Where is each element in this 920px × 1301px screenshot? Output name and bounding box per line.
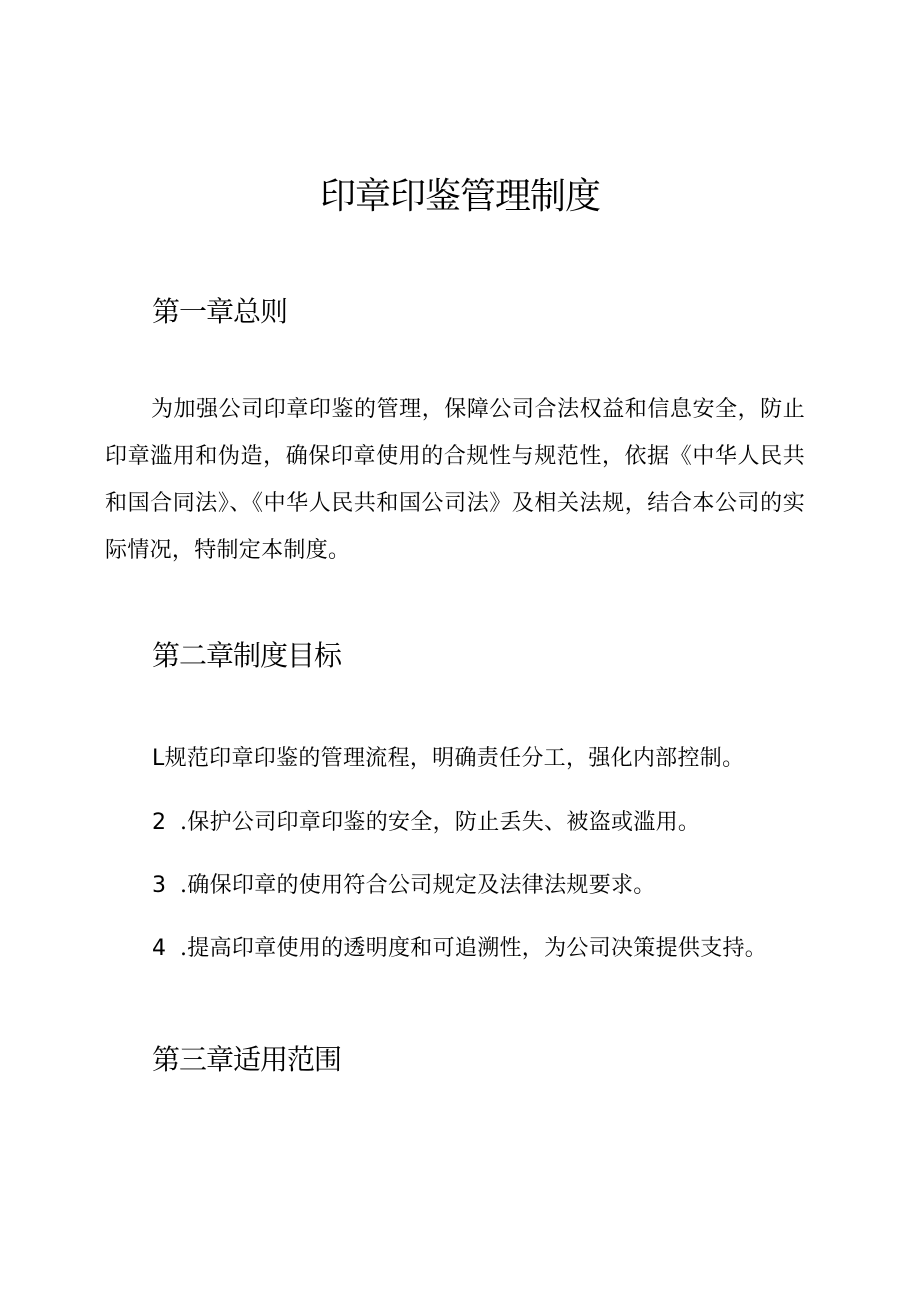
list-item <box>152 932 812 966</box>
document-title: 印章印鉴管理制度 <box>319 176 600 217</box>
list-item-text: 规范印章印鉴的管理流程，明确责任分工，强化内部控制。 <box>164 746 745 771</box>
chapter-2-heading: 第二章制度目标 <box>152 639 342 672</box>
list-item-number: 2 <box>152 810 167 835</box>
list-item-text: .提高印章使用的透明度和可追溯性，为公司决策提供支持。 <box>180 936 768 961</box>
list-item-number: L <box>152 746 165 771</box>
list-item-number: 4 <box>152 936 167 961</box>
list-item <box>152 869 812 903</box>
chapter-1-paragraph: 为加强公司印章印鉴的管理，保障公司合法权益和信息安全，防止印章滥用和伪造，确保印章使用的合规性与规范性，依据《中华人民共和国合同法》、《中华人民共和国公司法》及相关法规，结合本公司的实际情况，特制定本制度。 <box>105 397 805 563</box>
chapter-1-heading: 第一章总则 <box>152 295 288 328</box>
list-item-text: .确保印章的使用符合公司规定及法律法规要求。 <box>180 873 656 898</box>
list-item <box>152 806 812 840</box>
list-item <box>152 742 812 776</box>
list-item-text: .保护公司印章印鉴的安全，防止丢失、被盗或滥用。 <box>180 810 701 835</box>
chapter-3-heading: 第三章适用范围 <box>152 1043 342 1076</box>
list-item-number: 3 <box>152 873 167 898</box>
